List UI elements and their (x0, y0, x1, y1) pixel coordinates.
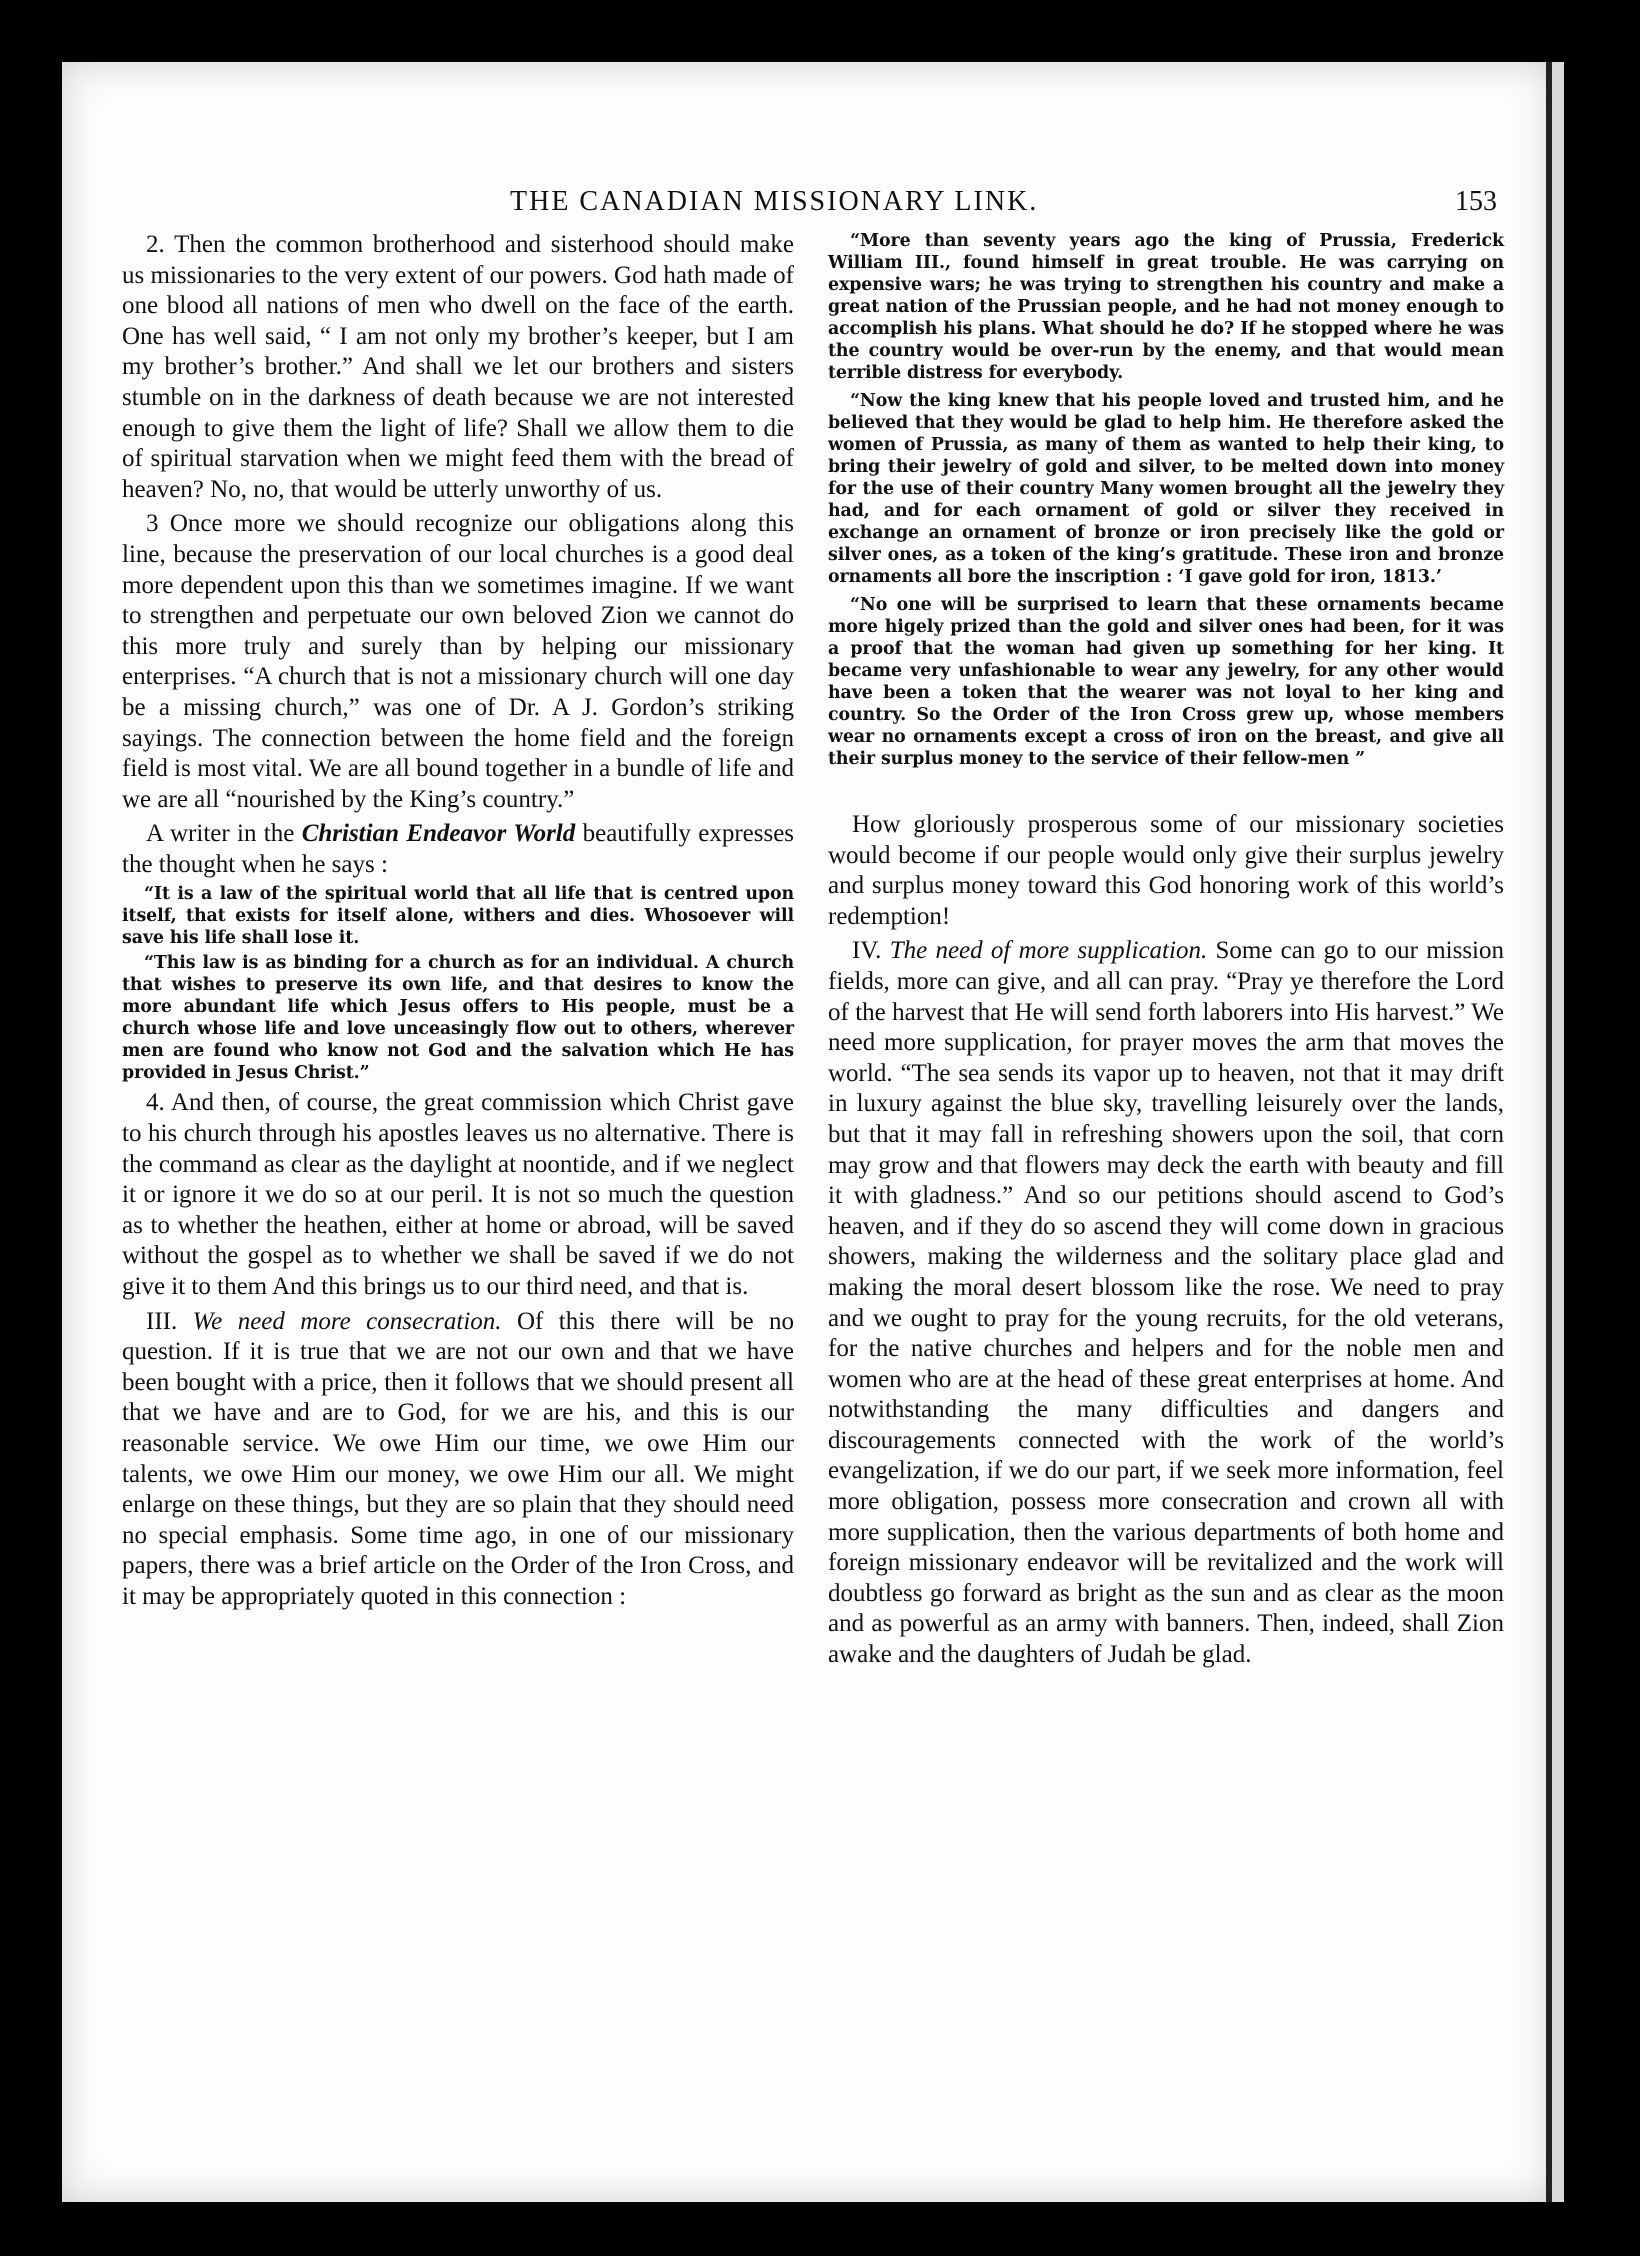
quote-king-of-prussia: “More than seventy years ago the king of Prussia, Frederick William III., found himself in great trouble. He was carrying on expensive wars; he was trying to strengthen his country and make a great nation of the Prussian people, and he had not money enough to accomplish his plans. What should he do? If he stopped where he was the country would be over-run by the enemy, and that would mean terrible distress for everybody. (828, 231, 1504, 383)
page-edge (1552, 62, 1564, 2202)
section-number-iii: III. (146, 1307, 178, 1335)
section-heading-consecration: We need more consecration. (192, 1307, 502, 1335)
quote-church-law: “This law is as binding for a church as for an individual. A church that wishes to preserve its own life, and that desires to know the more abundant life which Jesus offers to His people, must be a church whose life and love unceasingly flow out to others, wherever men are found who know not God and the salvation which He has provided in Jesus Christ.” (122, 953, 794, 1084)
publication-title: Christian Endeavor World (301, 820, 576, 848)
paragraph-prosperous-societies: How gloriously prosperous some of our missionary societies would become if our people would only give their surplus jewelry and surplus money toward this God honoring work of this world’s redemption! (828, 811, 1504, 930)
quote-law-of-life: “It is a law of the spiritual world that all life that is centred upon itself, that exists for itself alone, withers and dies. Whosoever will save his life shall lose it. (122, 884, 794, 949)
quote-iron-cross-order: “No one will be surprised to learn that these ornaments became more higely prized than the gold and silver ones had been, for it was a proof that the woman had given up something for her king. It became very unfashionable to wear any jewelry, for any other would have been a token that the wearer was not loyal to her king and country. So the Order of the Iron Cross grew up, whose members wear no ornaments except a cross of iron on the breast, and give all their surplus money to the service of their fellow-men ” (828, 595, 1504, 769)
paragraph-local-churches: 3 Once more we should recognize our obligations along this line, because the preservation of our local churches is a good deal more dependent upon this than we sometimes imagine. If we want to strengthen and perpetuate our own beloved Zion we cannot do this more truly and surely than by helping our missionary enterprises. “A church that is not a missionary church will one day be a missing church,” was one of Dr. A J. Gordon’s striking sayings. The connection between the home field and the foreign field is most vital. We are all bound together in a bundle of life and we are all “nourished by the King’s country.” (122, 510, 794, 813)
writer-intro-post: beautifully expresses the thought when he says : (122, 820, 795, 878)
paragraph-great-commission: 4. And then, of course, the great commission which Christ gave to his church through his apostles leaves us no alternative. There is the command as clear as the daylight at noontide, and if we neglect it or ignore it we do so at our peril. It is not so much the question as to whether the heathen, either at home or abroad, will be saved without the gospel as to whether we shall be saved if we do not give it to them And this brings us to our third need, and that is. (122, 1089, 794, 1301)
right-column (828, 230, 1504, 1671)
consecration-text: Of this there will be no question. If it is true that we are not our own and that we have been bought with a price, then it follows that we should present all that we have and are to God, for we are his, and this is our reasonable service. We owe Him our time, we owe Him our talents, we owe Him our money, we owe Him our all. We might enlarge on these things, but they are so plain that they should need no special emphasis. Some time ago, in one of our missionary papers, there was a brief article on the Order of the Iron Cross, and it may be appropriately quoted in this connection : (122, 1307, 795, 1610)
section-heading-supplication: The need of more supplication. (889, 937, 1208, 965)
supplication-text: Some can go to our mission fields, more can give, and all can pray. “Pray ye therefore the Lord of the harvest that He will send forth laborers into His harvest.” We need more supplication, for prayer moves the arm that moves the world. “The sea sends its vapor up to heaven, not that it may drift in luxury against the blue sky, travelling leisurely over the lands, but that it may fall in refreshing showers upon the soil, that corn may grow and that flowers may deck the earth with beauty and fill it with gladness.” And so our petitions should ascend to God’s heaven, and if they do so ascend they will come down in gracious showers, making the wilderness and the solitary place glad and making the moral desert blossom like the rose. We need to pray and we ought to pray for the young recruits, for the old veterans, for the native churches and helpers and for the noble men and women who are at the head of these great enterprises at home. And notwithstanding the many difficulties and dangers and discouragements connected with the work of the world’s evangelization, if we do our part, if we seek more information, feel more obligation, possess more consecration and crown all with more supplication, then the various departments of both home and foreign missionary endeavor will be revitalized and the work will doubtless go forward as bright as the sun and as clear as the moon and as powerful as an army with banners. Then, indeed, shall Zion awake and the daughters of Judah be glad. (828, 937, 1504, 1669)
writer-intro-pre: A writer in the (146, 820, 295, 848)
paragraph-writer-intro (122, 819, 794, 880)
journal-title: THE CANADIAN MISSIONARY LINK. (510, 186, 1039, 217)
quote-women-of-prussia: “Now the king knew that his people loved and trusted him, and he believed that they would be glad to help him. He therefore asked the women of Prussia, as many of them as wanted to help their king, to bring their jewelry of gold and silver, to be melted down into money for the use of their country Many women brought all the jewelry they had, and for each ornament of gold or silver they received in exchange an ornament of bronze or iron precisely like the gold or silver ones, as a token of the king’s gratitude. These iron and bronze ornaments all bore the inscription : ‘I gave gold for iron, 1813.’ (828, 391, 1504, 587)
binding-shadow (1546, 62, 1552, 2202)
paragraph-brotherhood: 2. Then the common brotherhood and sisterhood should make us missionaries to the very extent of our powers. God hath made of one blood all nations of men who dwell on the face of the earth. One has well said, “ I am not only my brother’s keeper, but I am my brother’s brother.” And shall we let our brothers and sisters stumble on in the darkness of death because we are not interested enough to give them the light of life? Shall we allow them to die of spiritual starvation when we might feed them with the bread of heaven? No, no, that would be utterly unworthy of us. (122, 231, 794, 503)
paragraph-supplication (828, 936, 1504, 1670)
page-number: 153 (1455, 186, 1497, 217)
paragraph-consecration (122, 1307, 794, 1613)
left-column (122, 230, 794, 1613)
running-head (110, 180, 1510, 224)
section-number-iv: IV. (852, 937, 882, 965)
